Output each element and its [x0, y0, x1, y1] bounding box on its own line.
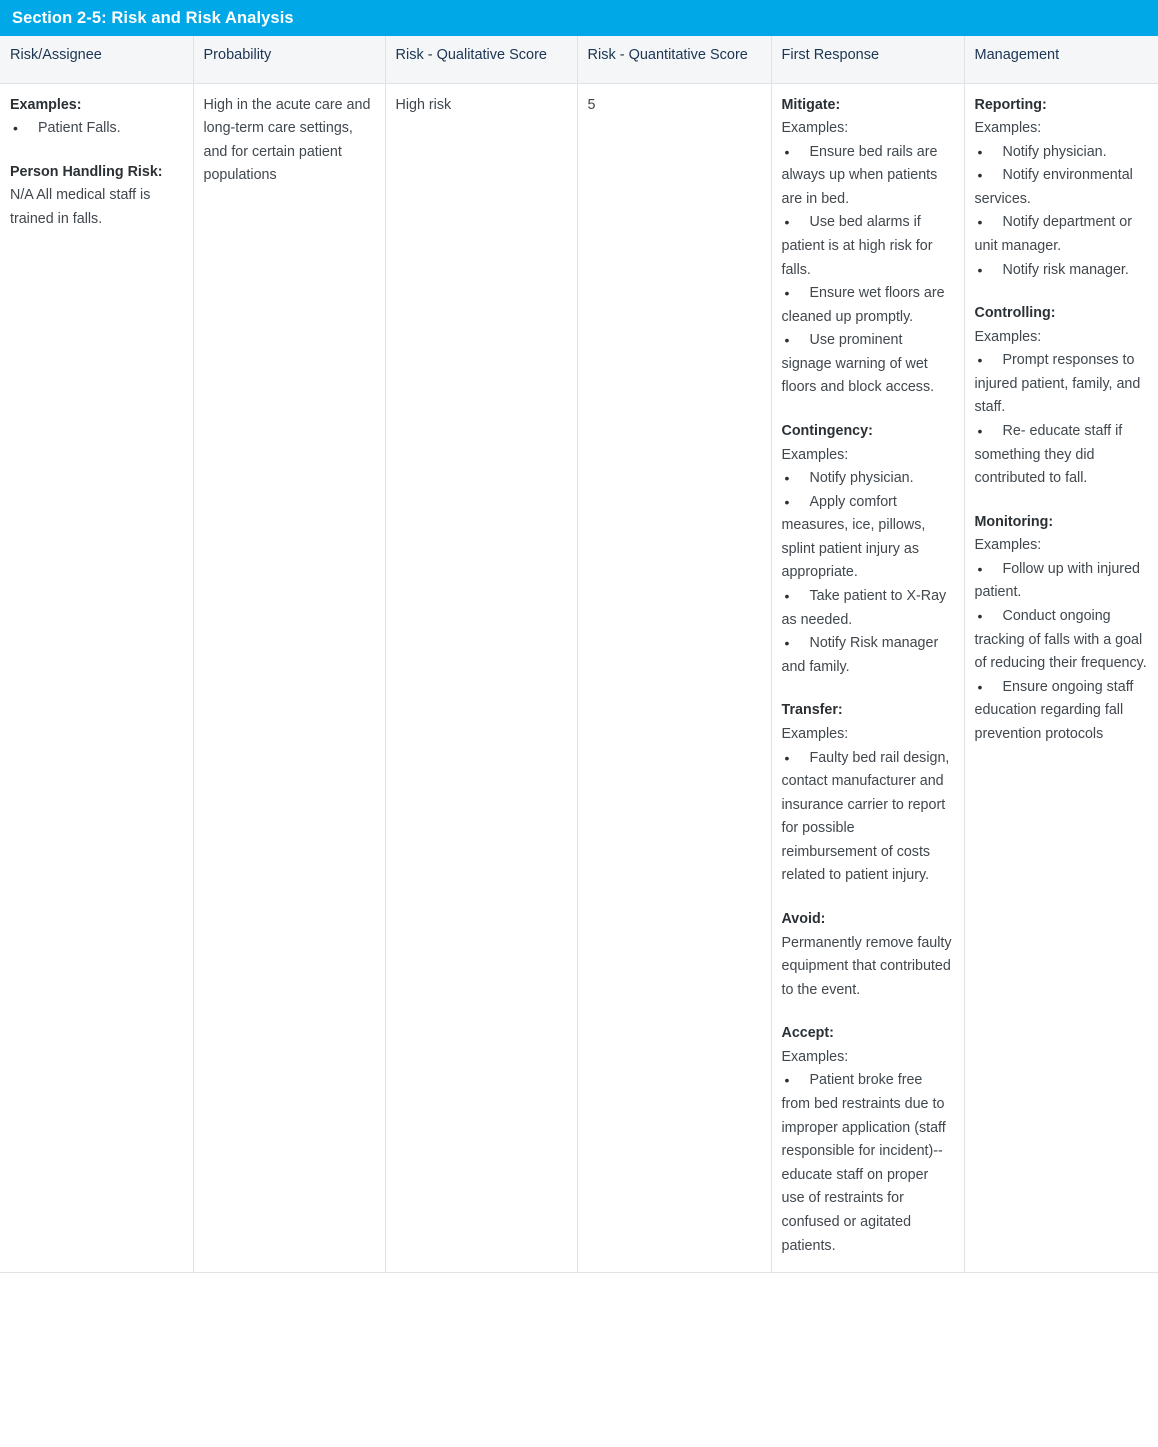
group-label: Transfer: — [781, 702, 843, 719]
column-header-probability: Probability — [193, 36, 385, 83]
column-header-risk-assignee: Risk/Assignee — [0, 36, 193, 83]
list-item: • Ensure bed rails are always up when patients are in bed. — [782, 141, 954, 212]
spacer — [782, 1002, 954, 1022]
spacer — [975, 491, 1149, 511]
group-label: Mitigate: — [781, 96, 841, 113]
column-header-management: Management — [964, 36, 1158, 83]
group-label: Controlling: — [974, 305, 1056, 322]
person-handling-risk-text: N/A All medical staff is trained in falls. — [10, 187, 151, 227]
list-item: • Ensure ongoing staff education regarding fall prevention protocols — [975, 676, 1149, 747]
group-subtext: Permanently remove faulty equipment that contributed to the event. — [781, 934, 952, 998]
spacer — [10, 141, 183, 161]
management-groups — [975, 94, 1149, 747]
cell-first-response — [771, 83, 964, 1273]
column-header-risk-qualitative-score: Risk - Qualitative Score — [385, 36, 577, 83]
column-header-risk-quantitative-score: Risk - Quantitative Score — [577, 36, 771, 83]
group-label: Monitoring: — [974, 513, 1054, 530]
list-item: • Follow up with injured patient. — [975, 558, 1149, 605]
list-item: • Ensure wet floors are cleaned up promptly. — [782, 282, 954, 329]
group-label: Avoid: — [781, 911, 826, 927]
group-subtext: Examples: — [974, 328, 1042, 345]
column-header-first-response: First Response — [771, 36, 964, 83]
cell-probability — [193, 83, 385, 1273]
list-item: • Conduct ongoing tracking of falls with a goal of reducing their frequency. — [975, 605, 1149, 676]
list-item: • Notify physician. — [975, 141, 1149, 165]
group-subtext: Examples: — [781, 446, 849, 463]
list-item: • Use bed alarms if patient is at high risk for falls. — [782, 211, 954, 282]
cell-management — [964, 83, 1158, 1273]
section-title: Section 2-5: Risk and Risk Analysis — [12, 8, 294, 27]
group-subtext: Examples: — [974, 537, 1042, 554]
risk-qualitative-score-value: High risk — [395, 96, 452, 113]
list-item: • Notify risk manager. — [975, 259, 1149, 283]
cell-risk-assignee — [0, 83, 193, 1273]
list-item: • Apply comfort measures, ice, pillows, splint patient injury as appropriate. — [782, 491, 954, 585]
spacer — [975, 282, 1149, 302]
group-label: Reporting: — [974, 96, 1047, 113]
spacer — [782, 679, 954, 699]
list-item: • Notify Risk manager and family. — [782, 632, 954, 679]
list-item: • Re- educate staff if something they did contributed to fall. — [975, 420, 1149, 491]
list-item: • Patient broke free from bed restraints due to improper application (staff responsible for incident)--educate staff on proper use of restraints for confused or agitated patients. — [782, 1069, 954, 1258]
risk-analysis-table — [0, 36, 1158, 1273]
risk-examples-list — [10, 117, 183, 141]
group-bullet-list — [782, 747, 954, 888]
list-item: • Faulty bed rail design, contact manufacturer and insurance carrier to report for possible reimbursement of costs related to patient injury. — [782, 747, 954, 888]
table-row — [0, 83, 1158, 1273]
first-response-groups — [782, 94, 954, 1259]
group-bullet-list — [975, 558, 1149, 747]
group-bullet-list — [975, 349, 1149, 490]
risk-quantitative-score-value: 5 — [587, 96, 596, 113]
person-handling-risk-label: Person Handling Risk: — [10, 163, 163, 180]
spacer — [782, 888, 954, 908]
spacer — [782, 400, 954, 420]
group-bullet-list — [782, 467, 954, 679]
cell-risk-quantitative-score — [577, 83, 771, 1273]
table-header-row — [0, 36, 1158, 83]
probability-text: High in the acute care and long-term care settings, and for certain patient populations — [203, 96, 371, 184]
group-bullet-list — [782, 141, 954, 400]
list-item: • Use prominent signage warning of wet floors and block access. — [782, 329, 954, 400]
group-label: Contingency: — [781, 423, 873, 440]
list-item: • Notify department or unit manager. — [975, 211, 1149, 258]
group-subtext: Examples: — [781, 725, 849, 742]
list-item: • Notify physician. — [782, 467, 954, 491]
group-subtext: Examples: — [781, 1048, 849, 1065]
section-title-bar — [0, 0, 1158, 36]
list-item: • Notify environmental services. — [975, 164, 1149, 211]
list-item: • Prompt responses to injured patient, family, and staff. — [975, 349, 1149, 420]
group-subtext: Examples: — [974, 120, 1042, 137]
cell-risk-qualitative-score — [385, 83, 577, 1273]
list-item: • Patient Falls. — [10, 117, 183, 141]
list-item: • Take patient to X-Ray as needed. — [782, 585, 954, 632]
examples-label: Examples: — [10, 96, 82, 113]
group-bullet-list — [782, 1069, 954, 1258]
group-bullet-list — [975, 141, 1149, 282]
group-label: Accept: — [781, 1025, 834, 1042]
group-subtext: Examples: — [781, 120, 849, 137]
